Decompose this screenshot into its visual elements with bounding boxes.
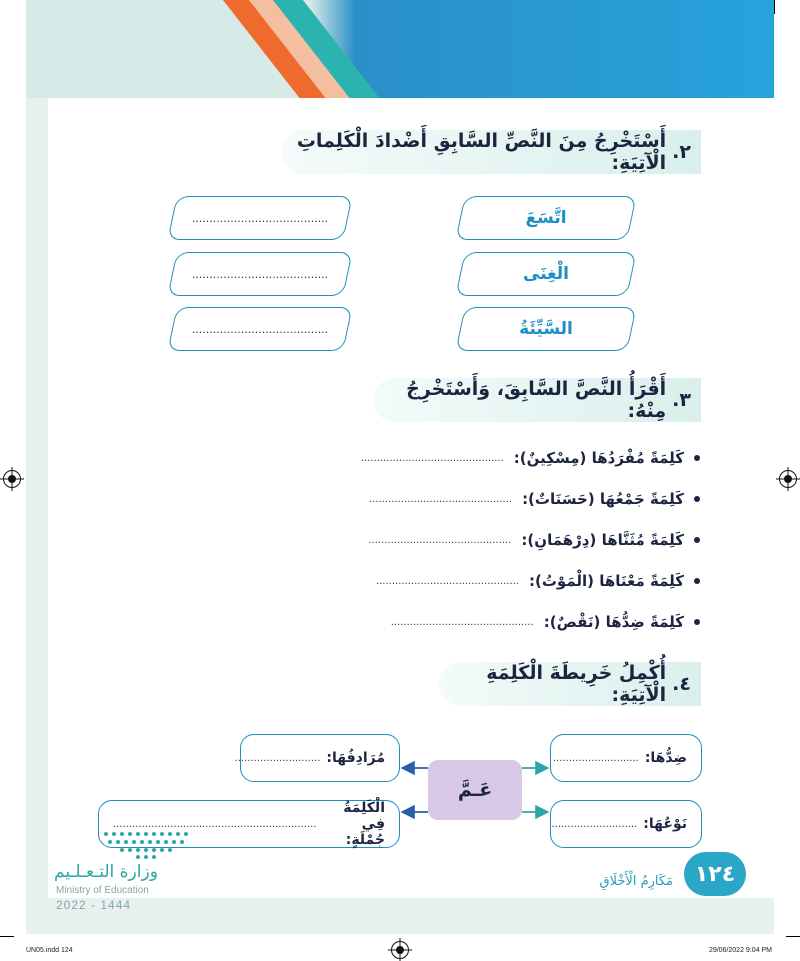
question-text: كَلِمَةً مُثَنَّاهَا (دِرْهَمَانِ): xyxy=(521,531,684,549)
ministry-name-english: Ministry of Education xyxy=(56,885,149,896)
answer-blank-3[interactable]: ....................................... xyxy=(191,322,329,336)
sentence-label: الْكَلِمَةُ فِي جُمْلَةٍ: xyxy=(343,800,385,848)
section-3-instruction: أَقْرَأُ النَّصَّ السَّابِقَ، وَأَسْتَخْرِجُ مِنْهُ: xyxy=(406,378,667,422)
center-word: عَـمَّ xyxy=(428,760,522,820)
section-2-instruction: أَسْتَخْرِجُ مِنَ النَّصِّ السَّابِقِ أَضْدادَ الْكَلِماتِ الْآتِيَةِ: xyxy=(296,130,667,174)
word-box-2: الْغِنَى xyxy=(523,264,569,284)
question-text: كَلِمَةً ضِدُّهَا (نَقْصٌ): xyxy=(543,613,684,631)
answer-blank-1[interactable]: ....................................... xyxy=(191,211,329,225)
antonym-label: ضِدُّهَا: xyxy=(644,750,687,766)
word-box-1: اتَّسَعَ xyxy=(525,208,567,228)
word-box-3: السَّيِّئَةُ xyxy=(519,319,573,339)
question-text: كَلِمَةً مَعْنَاهَا (الْمَوْتُ): xyxy=(528,572,684,590)
answer-blank[interactable]: ............................................. xyxy=(360,452,504,464)
answer-blank[interactable]: ............................................. xyxy=(390,616,534,628)
type-box xyxy=(550,800,702,848)
antonym-box xyxy=(550,734,702,782)
question-text: كَلِمَةً مُفْرَدُهَا (مِسْكِينٌ): xyxy=(513,449,684,467)
section-3-number: ٣. xyxy=(672,389,691,411)
synonym-box xyxy=(234,734,400,782)
section-2-number: ٢. xyxy=(672,141,691,163)
ministry-name-arabic: وزارة التـعـلـيم xyxy=(54,862,158,882)
section-4-instruction: أُكْمِلُ خَرِيطَةَ الْكَلِمَةِ الْآتِيَةِ: xyxy=(486,662,667,706)
sentence-blank[interactable]: ................................................................ xyxy=(113,818,317,830)
answer-blank[interactable]: ............................................. xyxy=(368,534,512,546)
answer-blank-2[interactable]: ....................................... xyxy=(191,267,329,281)
antonym-blank[interactable]: ........................... xyxy=(552,752,639,764)
type-blank[interactable]: ........................... xyxy=(551,818,638,830)
answer-blank[interactable]: ............................................. xyxy=(369,493,513,505)
file-slug: UN05.indd 124 xyxy=(26,947,73,954)
question-text: كَلِمَةً جَمْعُهَا (حَسَنَاتٌ): xyxy=(522,490,684,508)
chapter-title: مَكَارِمُ الْأَخْلَاقِ xyxy=(599,874,673,889)
page-number: ١٢٤ xyxy=(684,852,746,896)
section-4-number: ٤. xyxy=(672,673,691,695)
synonym-label: مُرَادِفُهَا: xyxy=(326,750,385,766)
ministry-logo-icon xyxy=(100,828,192,860)
ministry-year: 2022 - 1444 xyxy=(56,898,132,912)
answer-blank[interactable]: ............................................. xyxy=(375,575,519,587)
date-slug: 29/06/2022 9:04 PM xyxy=(708,947,772,954)
type-label: نَوْعُهَا: xyxy=(643,816,687,832)
synonym-blank[interactable]: ........................... xyxy=(234,752,321,764)
